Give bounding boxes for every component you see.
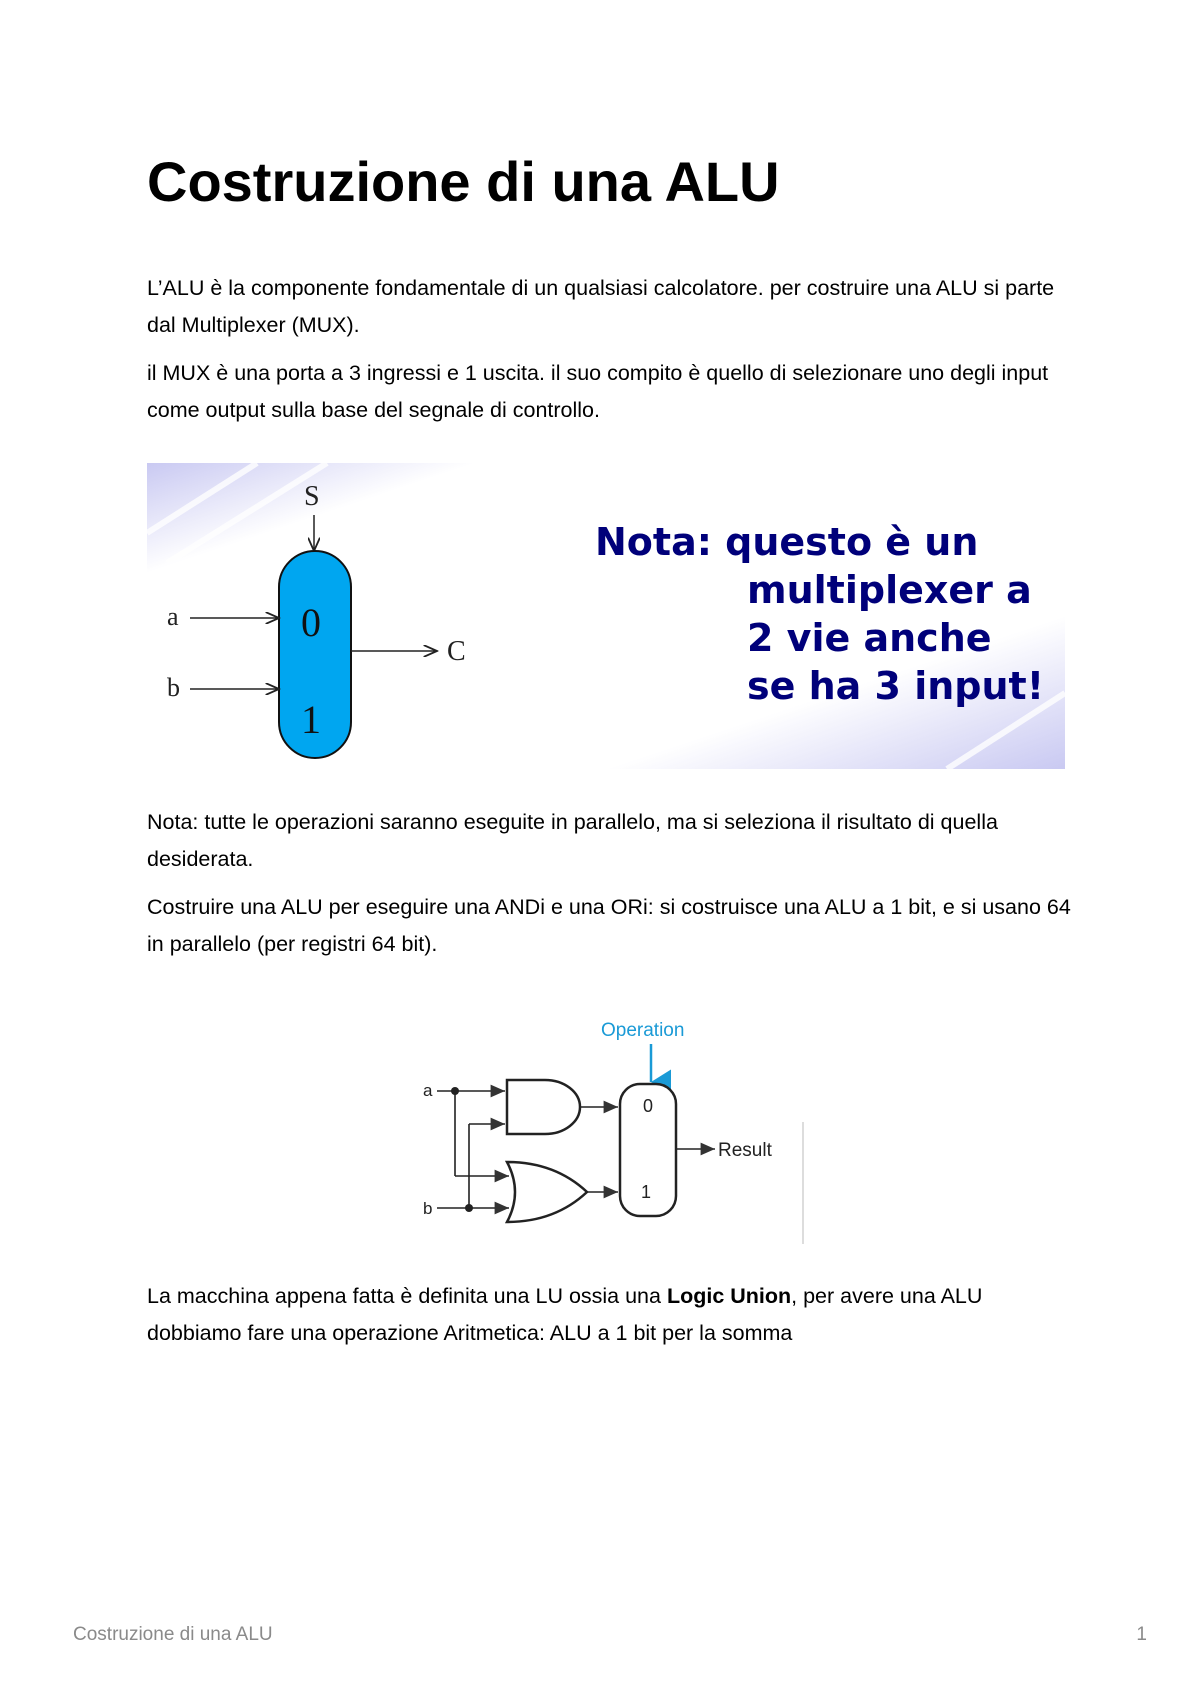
operation-label: Operation xyxy=(601,1020,685,1041)
mux-figure xyxy=(147,463,1065,769)
input-a-label: a xyxy=(167,602,179,631)
page-number: 1 xyxy=(1136,1624,1147,1645)
alu-input-b: b xyxy=(423,1199,433,1218)
mux-slot-0: 0 xyxy=(301,600,321,645)
alu-figure xyxy=(415,1012,815,1244)
logic-union-term: Logic Union xyxy=(666,1284,792,1308)
paragraph-parallel: Nota: tutte le operazioni saranno eseguite in parallelo, ma si seleziona il risultato di quella desiderata. xyxy=(147,810,998,871)
footer-title: Costruzione di una ALU xyxy=(73,1624,273,1645)
note-line-2: multiplexer a xyxy=(747,568,1032,612)
paragraph-intro: L’ALU è la componente fondamentale di un qualsiasi calcolatore. per costruire una ALU si parte dal Multiplexer (MUX). xyxy=(147,276,1055,337)
paragraph-andi-ori: Costruire una ALU per eseguire una ANDi e una ORi: si costruisce una ALU a 1 bit, e si usano 64 in parallelo (per registri 64 bit). xyxy=(147,895,1071,956)
note-line-4: se ha 3 input! xyxy=(747,664,1045,708)
or-gate xyxy=(507,1162,587,1222)
lu-text-after: , per avere una ALU dobbiamo fare una operazione Aritmetica: ALU a 1 bit per la somma xyxy=(147,1284,983,1345)
input-b-label: b xyxy=(167,673,180,702)
result-label: Result xyxy=(718,1140,772,1161)
mux-diagram xyxy=(147,463,1065,769)
and-gate xyxy=(507,1080,580,1134)
alu-mux-slot-0: 0 xyxy=(643,1096,654,1116)
paragraph-mux: il MUX è una porta a 3 ingressi e 1 uscita. il suo compito è quello di selezionare uno degli input come output sulla base del segnale di controllo. xyxy=(147,361,1049,422)
paragraph-logic-union xyxy=(147,1278,1077,1352)
alu-diagram xyxy=(415,1012,815,1244)
lu-text-before: La macchina appena fatta è definita una LU ossia una xyxy=(147,1284,667,1308)
alu-input-a: a xyxy=(423,1081,433,1100)
alu-mux-slot-1: 1 xyxy=(641,1182,652,1202)
select-label: S xyxy=(304,481,320,512)
output-label: C xyxy=(447,636,466,667)
mux-slot-1: 1 xyxy=(301,697,321,742)
note-line-3: 2 vie anche xyxy=(747,616,992,660)
note-line-1: Nota: questo è un xyxy=(595,520,979,564)
page-title: Costruzione di una ALU xyxy=(147,150,780,213)
